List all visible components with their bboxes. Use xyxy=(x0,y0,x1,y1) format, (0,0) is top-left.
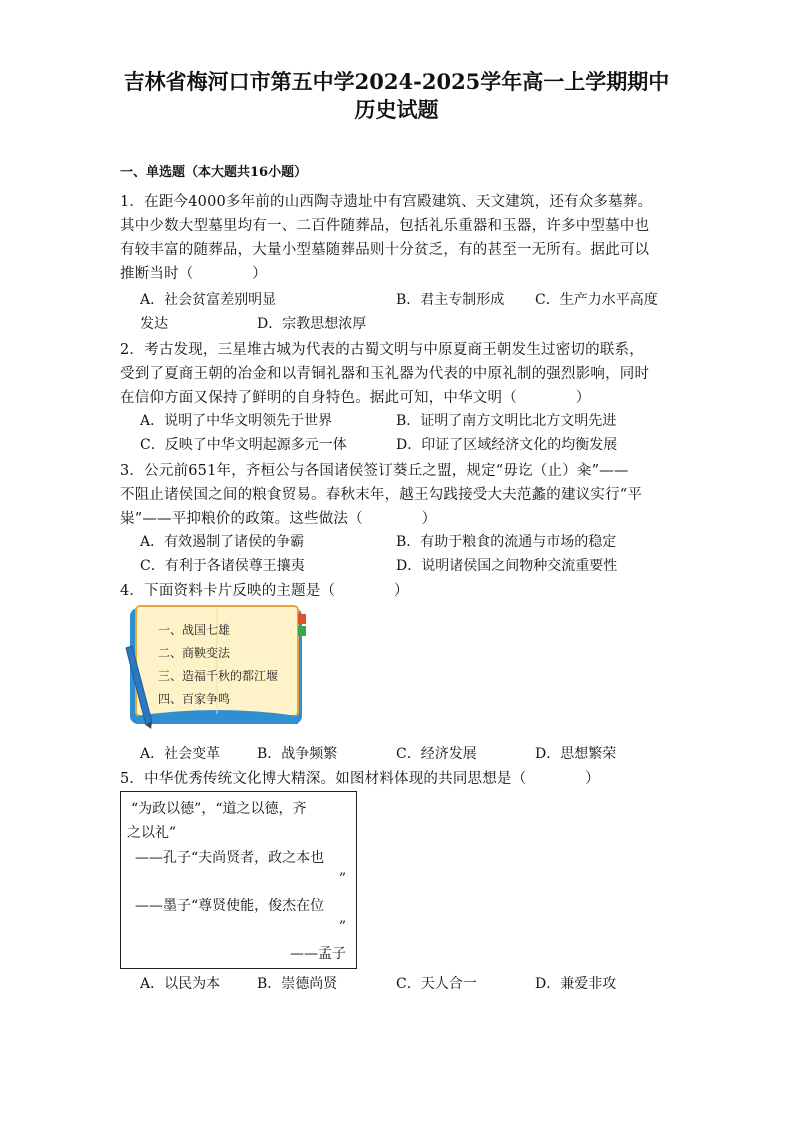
quote-line-4: ” xyxy=(338,871,346,887)
q5-option-b[interactable]: B．崇德尚贤 xyxy=(257,976,338,992)
q1-line4: 推断当时（ ） xyxy=(120,266,267,282)
q1-option-c[interactable]: C．生产力水平高度 xyxy=(535,292,658,308)
q2-option-a[interactable]: A．说明了中华文明领先于世界 xyxy=(140,413,333,429)
q1-line2: 其中少数大型墓里均有一、二百件随葬品，包括礼乐重器和玉器，许多中型墓中也 xyxy=(120,218,650,234)
q4-option-d[interactable]: D．思想繁荣 xyxy=(535,746,617,762)
q2-option-b[interactable]: B．证明了南方文明比北方文明先进 xyxy=(396,413,617,429)
q2-option-d[interactable]: D．印证了区域经济文化的均衡发展 xyxy=(396,437,618,453)
quote-line-7: ——孟子 xyxy=(290,946,346,962)
quote-line-6: ” xyxy=(338,919,346,935)
quote-line-5: ——墨子“尊贤使能，俊杰在位 xyxy=(135,898,325,914)
quote-box xyxy=(120,791,357,969)
q5-option-d[interactable]: D．兼爱非攻 xyxy=(535,976,617,992)
quote-line-3: ——孔子“夫尚贤者，政之本也 xyxy=(135,850,325,866)
q4-line1: 4．下面资料卡片反映的主题是（ ） xyxy=(120,583,409,599)
exam-title-line2: 历史试题 xyxy=(354,97,439,122)
q1-option-b[interactable]: B．君主专制形成 xyxy=(396,292,505,308)
q3-option-a[interactable]: A．有效遏制了诸侯的争霸 xyxy=(140,534,305,550)
info-card-image xyxy=(122,604,312,730)
quote-line-2: 之以礼” xyxy=(127,825,177,841)
q3-line3: 粜”——平抑粮价的政策。这些做法（ ） xyxy=(120,511,437,527)
q1-line1: 1．在距今4000多年前的山西陶寺遗址中有宫殿建筑、天文建筑，还有众多墓葬。 xyxy=(120,194,653,210)
quote-line-1: “为政以德”，“道之以德，齐 xyxy=(131,801,307,817)
q5-option-c[interactable]: C．天人合一 xyxy=(396,976,477,992)
card-item-1: 一、战国七雄 xyxy=(158,623,231,637)
exam-title-line1: 吉林省梅河口市第五中学2024-2025学年高一上学期期中 xyxy=(123,69,670,94)
q5-option-a[interactable]: A．以民为本 xyxy=(140,976,221,992)
q4-option-b[interactable]: B．战争频繁 xyxy=(257,746,338,762)
q1-option-c-cont: 发达 xyxy=(140,316,168,332)
card-item-3: 三、造福千秋的都江堰 xyxy=(158,669,279,683)
q1-option-a[interactable]: A．社会贫富差别明显 xyxy=(140,292,277,308)
card-item-2: 二、商鞅变法 xyxy=(158,646,231,660)
q1-option-d[interactable]: D．宗教思想浓厚 xyxy=(257,316,367,332)
q4-option-c[interactable]: C．经济发展 xyxy=(396,746,477,762)
q2-option-c[interactable]: C．反映了中华文明起源多元一体 xyxy=(140,437,347,453)
q2-line2: 受到了夏商王朝的冶金和以青铜礼器和玉礼器为代表的中原礼制的强烈影响，同时 xyxy=(120,366,650,382)
tab-green xyxy=(298,626,306,636)
q3-option-b[interactable]: B．有助于粮食的流通与市场的稳定 xyxy=(396,534,617,550)
card-item-4: 四、百家争鸣 xyxy=(158,692,231,706)
q3-option-c[interactable]: C．有利于各诸侯尊王攘夷 xyxy=(140,558,305,574)
q1-line3: 有较丰富的随葬品，大量小型墓随葬品则十分贫乏，有的甚至一无所有。据此可以 xyxy=(120,242,650,258)
tab-red xyxy=(298,614,306,624)
q3-option-d[interactable]: D．说明诸侯国之间物种交流重要性 xyxy=(396,558,618,574)
q3-line2: 不阻止诸侯国之间的粮食贸易。春秋末年，越王勾践接受大夫范蠡的建议实行“平 xyxy=(120,487,643,503)
section-heading: 一、单选题（本大题共16小题） xyxy=(120,165,308,180)
q4-option-a[interactable]: A．社会变革 xyxy=(140,746,221,762)
q2-line3: 在信仰方面又保持了鲜明的自身特色。据此可知，中华文明（ ） xyxy=(120,390,591,406)
q2-line1: 2．考古发现，三星堆古城为代表的古蜀文明与中原夏商王朝发生过密切的联系， xyxy=(120,342,644,358)
q5-line1: 5．中华优秀传统文化博大精深。如图材料体现的共同思想是（ ） xyxy=(120,771,600,787)
q3-line1: 3．公元前651年，齐桓公与各国诸侯签订葵丘之盟，规定“毋讫（止）籴”—— xyxy=(120,463,629,479)
